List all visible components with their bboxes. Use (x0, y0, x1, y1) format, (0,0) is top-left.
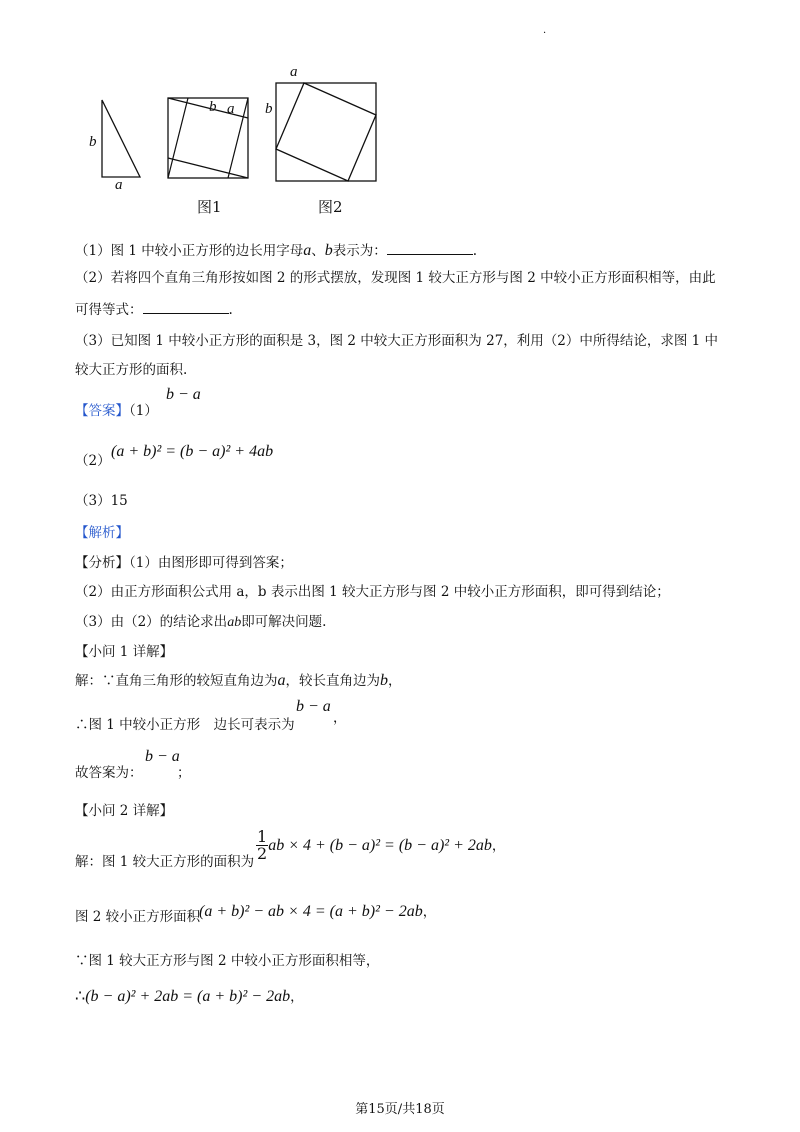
detail-2-line2: 图 2 较小正方形面积 (75, 909, 201, 925)
fig2-outer-square (276, 83, 376, 181)
analysis-fenxi-2: （2）由正方形面积公式用 a，b 表示出图 1 较大正方形与图 2 中较小正方形面积，即可得到结论； (75, 584, 670, 600)
answer-2-expr: (a + b)² = (b − a)² + 4ab (111, 443, 274, 460)
question-2-line2: 可得等式： . (75, 299, 233, 320)
answer-3: （3）15 (75, 493, 128, 509)
question-1: （1）图 1 中较小正方形的边长用字母a、b表示为： . (75, 242, 478, 259)
answer-blank-2[interactable] (143, 299, 229, 314)
label-b-fig1: b (209, 99, 217, 115)
label-a-triangle: a (115, 177, 123, 193)
page-number: 第15页/共18页 (355, 1102, 445, 1117)
label-a-fig2: a (290, 64, 298, 80)
detail-1-line3-expr: b − a (145, 748, 180, 765)
answer-1-expr: b − a (166, 386, 201, 403)
answer-blank-1[interactable] (387, 240, 473, 255)
analysis-fenxi-3: （3）由（2）的结论求出ab即可解决问题. (75, 614, 327, 630)
fig2-inner-square (276, 83, 376, 181)
question-3-line2: 较大正方形的面积. (75, 362, 188, 378)
caption-fig1: 图1 (197, 198, 222, 216)
detail-1-line3: 故答案为： (75, 765, 143, 781)
caption-fig2: 图2 (318, 198, 343, 216)
analysis-fenxi-1: 【分析】（1）由图形即可得到答案； (75, 555, 293, 571)
answer-tag: 【答案】 (75, 403, 129, 419)
figures (80, 65, 400, 215)
answer-line-1: 【答案】（1） (75, 403, 158, 419)
label-b-fig2: b (265, 101, 273, 117)
fraction-half: $\frac{1}{2}$ (257, 827, 268, 863)
detail-1-line2-expr: b − a (296, 698, 331, 715)
analysis-tag: 【解析】 (75, 525, 129, 541)
detail-2-line1-math: $\frac{1}{2}$ ab × 4 + (b − a)² = (b − a)² + 2ab， (257, 827, 506, 863)
detail-2-tag: 【小问 2 详解】 (75, 803, 174, 819)
detail-2-line2-math: (a + b)² − ab × 4 = (a + b)² − 2ab， (199, 903, 437, 920)
question-2-line1: （2）若将四个直角三角形按如图 2 的形式摆放，发现图 1 较大正方形与图 2 中较小正方形面积相等，由此 (75, 270, 716, 286)
detail-2-line4: ∴(b − a)² + 2ab = (a + b)² − 2ab， (75, 986, 304, 1005)
detail-1-line3-end: ； (177, 765, 191, 781)
right-triangle (102, 100, 140, 177)
detail-1-line2-end: ， (333, 710, 347, 726)
fig1-outer-square (168, 98, 248, 178)
detail-2-line3: ∵图 1 较大正方形与图 2 中较小正方形面积相等， (75, 953, 380, 969)
detail-2-line1: 解：图 1 较大正方形的面积为 (75, 854, 255, 870)
question-3-line1: （3）已知图 1 中较小正方形的面积是 3，图 2 中较大正方形面积为 27，利用（2）中所得结论，求图 1 中 (75, 333, 719, 349)
detail-1-line1: 解：∵直角三角形的较短直角边为a，较长直角边为b， (75, 672, 402, 689)
detail-1-line2: ∴图 1 中较小正方形 边长可表示为 (75, 717, 295, 733)
answer-2-prefix: （2） (75, 453, 111, 469)
label-b-triangle: b (89, 134, 97, 150)
stray-dot: · (543, 28, 547, 39)
detail-1-tag: 【小问 1 详解】 (75, 644, 174, 660)
label-a-fig1: a (227, 101, 235, 117)
